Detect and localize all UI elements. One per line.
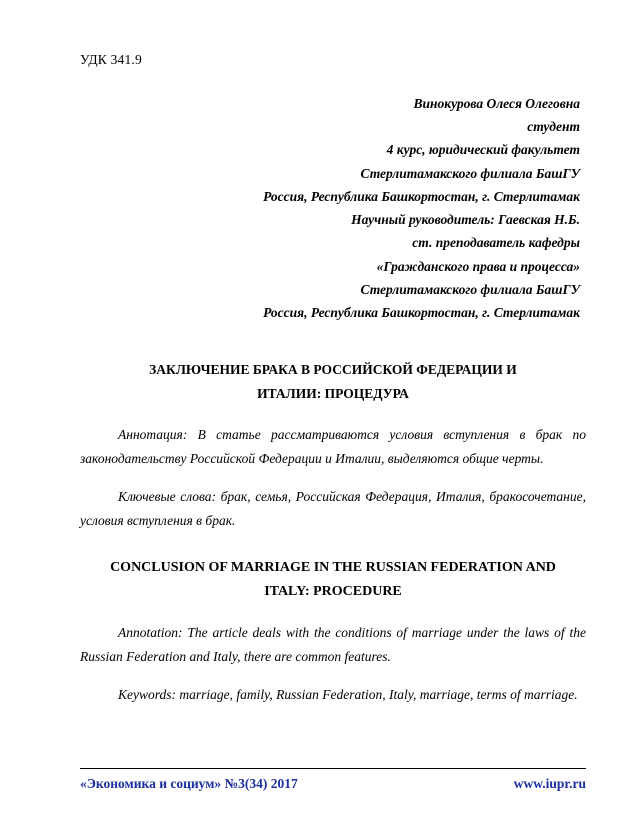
author-line: Россия, Республика Башкортостан, г. Стерлитамак — [263, 304, 580, 320]
author-line: Научный руководитель: Гаевская Н.Б. — [351, 212, 580, 228]
footer-divider — [80, 768, 586, 769]
annotation-en: Annotation: The article deals with the conditions of marriage under the laws of the Russian Federation and Italy, there are common features. — [80, 624, 586, 664]
page-footer — [80, 768, 586, 792]
author-line: 4 курс, юридический факультет — [386, 142, 580, 158]
annotation-ru: Аннотация: В статье рассматриваются условия вступления в брак по законодательству Российской Федерации и Италии, выделяются общие черты. — [80, 427, 586, 467]
keywords-ru: Ключевые слова: брак, семья, Российская Федерация, Италия, бракосочетание, условия вступления в брак. — [80, 489, 586, 529]
article-title-en: CONCLUSION OF MARRIAGE IN THE RUSSIAN FEDERATION AND ITALY: PROCEDURE — [110, 559, 556, 599]
footer-row — [80, 776, 586, 792]
author-line: Винокурова Олеся Олеговна — [413, 96, 580, 111]
journal-website[interactable]: www.iupr.ru — [513, 776, 586, 791]
author-line: студент — [527, 119, 580, 135]
author-line: Россия, Республика Башкортостан, г. Стерлитамак — [263, 188, 580, 204]
author-line: Стерлитамакского филиала БашГУ — [360, 165, 580, 181]
author-line: ст. преподаватель кафедры — [412, 235, 580, 251]
author-affiliation-block — [80, 92, 580, 324]
author-line: Стерлитамакского филиала БашГУ — [360, 281, 580, 297]
article-title-ru: ЗАКЛЮЧЕНИЕ БРАКА В РОССИЙСКОЙ ФЕДЕРАЦИИ И ИТАЛИИ: ПРОЦЕДУРА — [149, 362, 517, 401]
author-line: «Гражданского права и процесса» — [376, 258, 580, 274]
udk-code: УДК 341.9 — [80, 52, 142, 67]
journal-name: «Экономика и социум» №3(34) 2017 — [80, 776, 298, 791]
keywords-en: Keywords: marriage, family, Russian Federation, Italy, marriage, terms of marriage. — [118, 686, 578, 702]
